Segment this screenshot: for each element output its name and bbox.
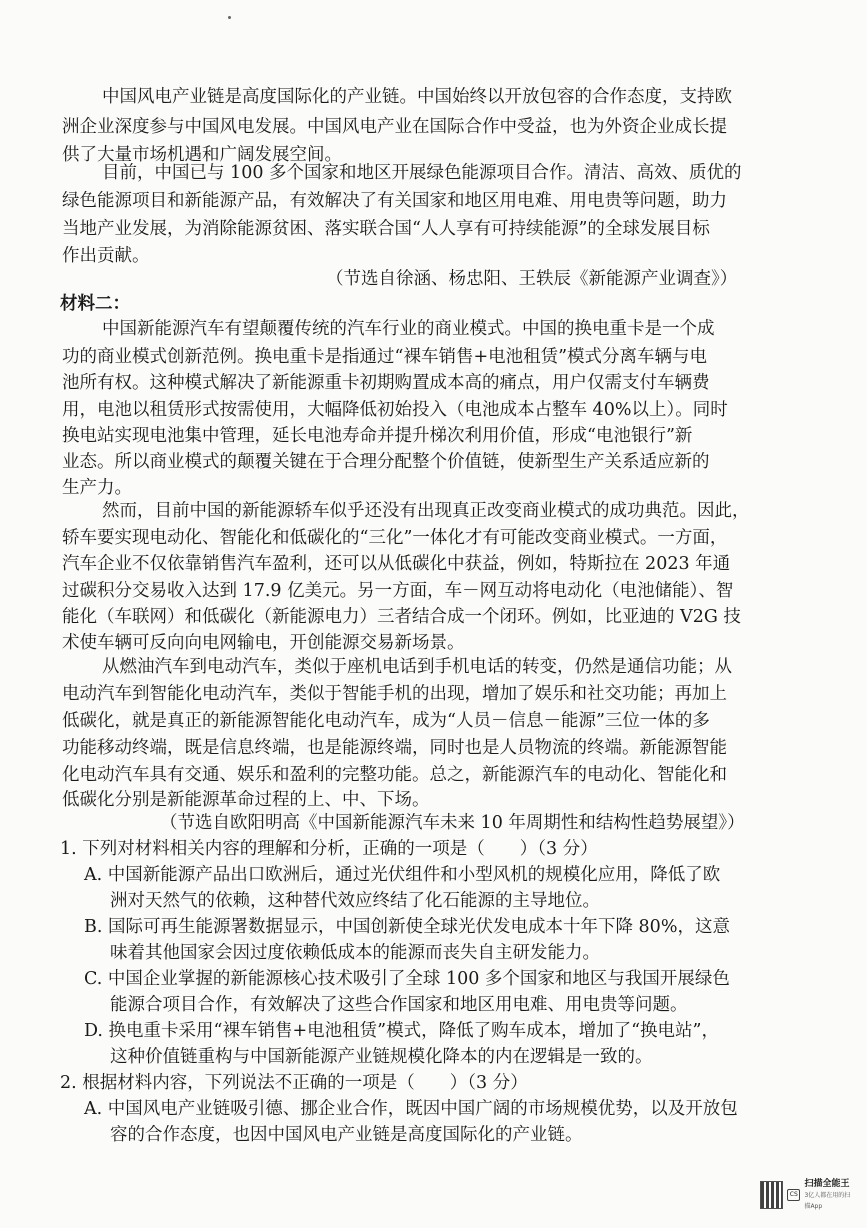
text-line: 能源合项目合作，有效解决了这些合作国家和地区用电难、用电贵等问题。	[110, 995, 688, 1015]
text-line: A. 中国风电产业链吸引德、挪企业合作，既因中国广阔的市场规模优势，以及开放包	[84, 1099, 738, 1119]
text-line: 目前，中国已与 100 多个国家和地区开展绿色能源项目合作。清洁、高效、质优的	[102, 163, 742, 183]
text-line: 绿色能源项目和新能源产品，有效解决了有关国家和地区用电难、用电贵等问题，助力	[62, 191, 727, 211]
text-line: 2. 根据材料内容，下列说法不正确的一项是（ ）（3 分）	[60, 1073, 528, 1093]
text-line: （节选自徐涵、杨忠阳、王轶辰《新能源产业调查》）	[326, 269, 738, 289]
text-line: 然而，目前中国的新能源轿车似乎还没有出现真正改变商业模式的成功典范。因此，	[102, 501, 750, 521]
scanner-logo-icon: CS	[787, 1189, 800, 1201]
text-line: A. 中国新能源产品出口欧洲后，通过光伏组件和小型风机的规模化应用，降低了欧	[84, 865, 721, 885]
text-line: （节选自欧阳明高《中国新能源汽车未来 10 年周期性和结构性趋势展望》）	[160, 813, 745, 833]
text-line: 中国风电产业链是高度国际化的产业链。中国始终以开放包容的合作态度，支持欧	[102, 87, 732, 107]
text-line: 术使车辆可反向向电网输电，开创能源交易新场景。	[62, 633, 465, 653]
text-line: 轿车要实现电动化、智能化和低碳化的“三化”一体化才有可能改变商业模式。一方面，	[62, 528, 728, 548]
scan-speck	[228, 16, 231, 19]
text-line: 低碳化，就是真正的新能源智能化电动汽车，成为“人员－信息－能源”三位一体的多	[62, 711, 710, 731]
text-line: 功的商业模式创新范例。换电重卡是指通过“裸车销售+电池租赁”模式分离车辆与电	[62, 347, 708, 367]
text-line: 过碳积分交易收入达到 17.9 亿美元。另一方面，车－网互动将电动化（电池储能）、智	[62, 581, 734, 601]
scanner-watermark	[760, 1178, 856, 1212]
text-line: 洲对天然气的依赖，这种替代效应终结了化石能源的主导地位。	[110, 891, 600, 911]
text-line: C. 中国企业掌握的新能源核心技术吸引了全球 100 多个国家和地区与我国开展绿色	[84, 969, 730, 989]
text-line: 中国新能源汽车有望颠覆传统的汽车行业的商业模式。中国的换电重卡是一个成	[102, 319, 715, 339]
text-line: D. 换电重卡采用“裸车销售+电池租赁”模式，降低了购车成本，增加了“换电站”，	[84, 1021, 719, 1041]
text-line: 这种价值链重构与中国新能源产业链规模化降本的内在逻辑是一致的。	[110, 1047, 653, 1067]
text-line: 容的合作态度，也因中国风电产业链是高度国际化的产业链。	[110, 1125, 583, 1145]
text-line: 换电站实现电池集中管理，延长电池寿命并提升梯次利用价值，形成“电池银行”新	[62, 426, 693, 446]
text-line: 作出贡献。	[62, 246, 150, 266]
text-line: 业态。所以商业模式的颠覆关键在于合理分配整个价值链，使新型生产关系适应新的	[62, 452, 710, 472]
qr-code-icon	[760, 1181, 783, 1209]
text-line: 用，电池以租赁形式按需使用，大幅降低初始投入（电池成本占整车 40%以上）。同时	[62, 400, 728, 420]
scanner-watermark-text	[804, 1179, 856, 1212]
text-line: 1. 下列对材料相关内容的理解和分析，正确的一项是（ ）（3 分）	[60, 839, 598, 859]
text-line: 低碳化分别是新能源革命过程的上、中、下场。	[62, 790, 430, 810]
text-line: 生产力。	[62, 478, 132, 498]
text-line: 化电动汽车具有交通、娱乐和盈利的完整功能。总之，新能源汽车的电动化、智能化和	[62, 765, 727, 785]
text-line: 材料二：	[60, 294, 130, 314]
text-line: 味着其他国家会因过度依赖低成本的能源而丧失自主研发能力。	[110, 943, 600, 963]
text-line: 当地产业发展，为消除能源贫困、落实联合国“人人享有可持续能源”的全球发展目标	[62, 219, 710, 239]
text-line: B. 国际可再生能源署数据显示，中国创新使全球光伏发电成本十年下降 80%，这意	[84, 917, 730, 937]
text-line: 供了大量市场机遇和广阔发展空间。	[62, 145, 342, 165]
text-line: 电动汽车到智能化电动汽车，类似于智能手机的出现，增加了娱乐和社交功能；再加上	[62, 684, 727, 704]
scanner-app-tagline: 3亿人都在用的扫描App	[804, 1191, 851, 1210]
text-line: 洲企业深度参与中国风电发展。中国风电产业在国际合作中受益，也为外资企业成长提	[62, 117, 727, 137]
scanner-app-name: 扫描全能王	[804, 1178, 850, 1189]
text-line: 汽车企业不仅依靠销售汽车盈利，还可以从低碳化中获益，例如，特斯拉在 2023 年通	[62, 554, 731, 574]
text-line: 池所有权。这种模式解决了新能源重卡初期购置成本高的痛点，用户仅需支付车辆费	[62, 373, 710, 393]
text-line: 功能移动终端，既是信息终端，也是能源终端，同时也是人员物流的终端。新能源智能	[62, 738, 727, 758]
text-line: 能化（车联网）和低碳化（新能源电力）三者结合成一个闭环。例如，比亚迪的 V2G 技	[62, 607, 741, 627]
text-line: 从燃油汽车到电动汽车，类似于座机电话到手机电话的转变，仍然是通信功能；从	[102, 657, 732, 677]
